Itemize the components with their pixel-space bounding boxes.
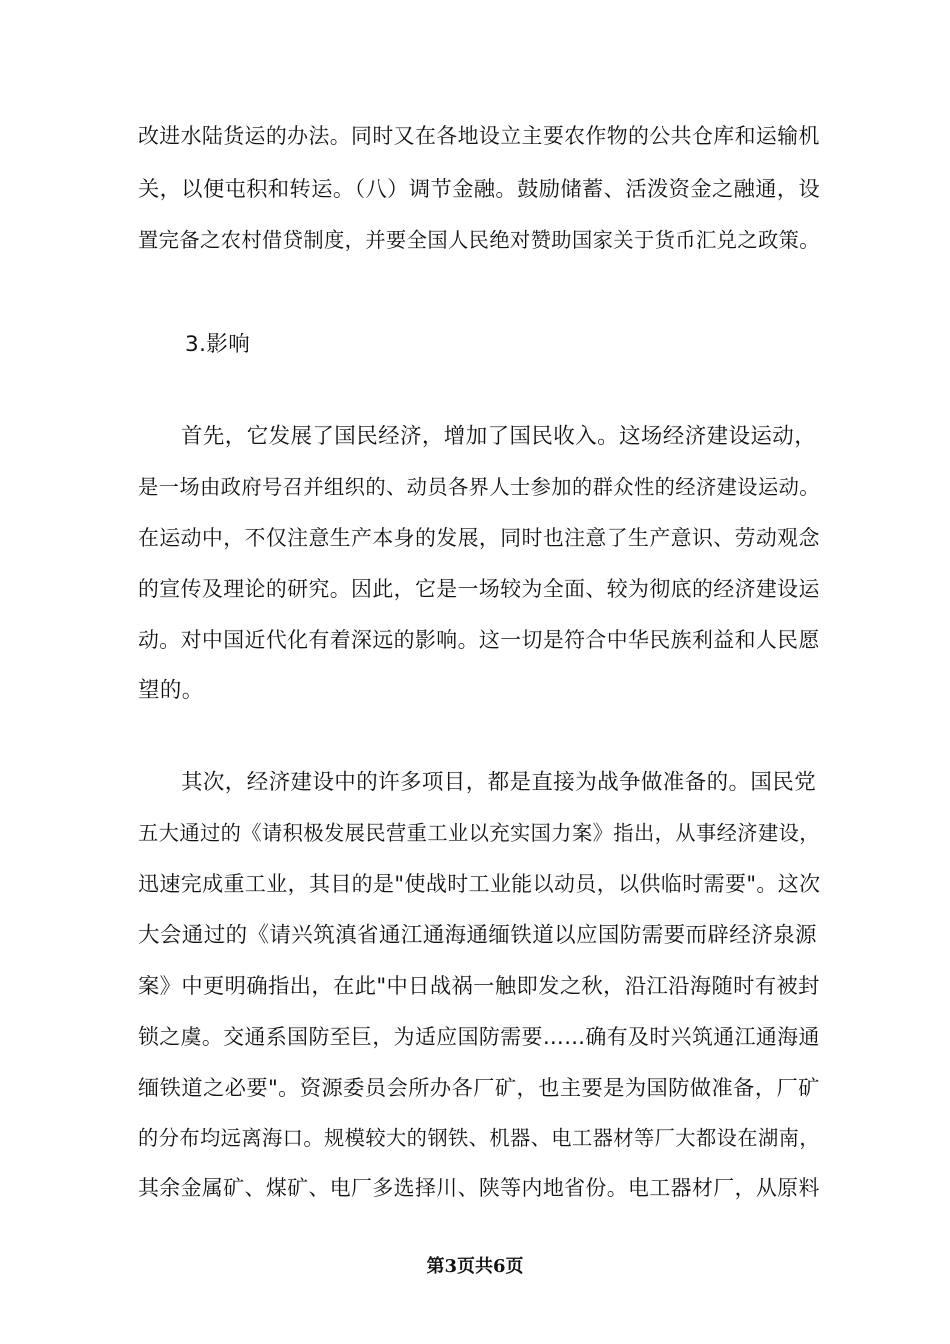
- text-line: 是一场由政府号召并组织的、动员各界人士参加的群众性的经济建设运动。: [138, 475, 820, 499]
- text-line: 关，以便屯积和转运。（八）调节金融。鼓励储蓄、活泼资金之融通，设: [138, 177, 821, 202]
- text-line: 案》中更明确指出，在此"中日战祸一触即发之秋，沿江沿海随时有被封: [138, 974, 820, 999]
- text-line: 迅速完成重工业，其目的是"使战时工业能以动员，以供临时需要"。这次: [138, 872, 821, 896]
- text-line: 缅铁道之必要"。资源委员会所办各厂矿，也主要是为国防做准备，厂矿: [138, 1076, 820, 1101]
- text-line: 在运动中，不仅注意生产本身的发展，同时也注意了生产意识、劳动观念: [138, 526, 820, 550]
- text-line: 动。对中国近代化有着深远的影响。这一切是符合中华民族利益和人民愿: [138, 628, 820, 652]
- text-line: 其次，经济建设中的许多项目，都是直接为战争做准备的。国民党: [181, 770, 817, 795]
- text-line: 望的。: [138, 678, 204, 703]
- text-line: 其余金属矿、煤矿、电厂多选择川、陕等内地省份。电工器材厂，从原料: [138, 1176, 820, 1200]
- section-heading: 3.影响: [185, 332, 251, 357]
- text-line: 改进水陆货运的办法。同时又在各地设立主要农作物的公共仓库和运输机: [138, 124, 820, 148]
- text-line: 的分布均远离海口。规模较大的钢铁、机器、电工器材等厂大都设在湖南，: [138, 1126, 820, 1150]
- text-line: 五大通过的《请积极发展民营重工业以充实国力案》指出，从事经济建设，: [138, 821, 820, 845]
- text-line: 的宣传及理论的研究。因此，它是一场较为全面、较为彻底的经济建设运: [138, 577, 820, 601]
- page-number: 第3页共6页: [426, 1256, 524, 1277]
- text-line: 大会通过的《请兴筑滇省通江通海通缅铁道以应国防需要而辟经济泉源: [138, 923, 817, 948]
- text-line: 首先，它发展了国民经济，增加了国民收入。这场经济建设运动，: [181, 424, 817, 449]
- text-line: 置完备之农村借贷制度，并要全国人民绝对赞助国家关于货币汇兑之政策。: [138, 228, 820, 252]
- text-line: 锁之虞。交通系国防至巨，为适应国防需要……确有及时兴筑通江通海通: [138, 1025, 820, 1049]
